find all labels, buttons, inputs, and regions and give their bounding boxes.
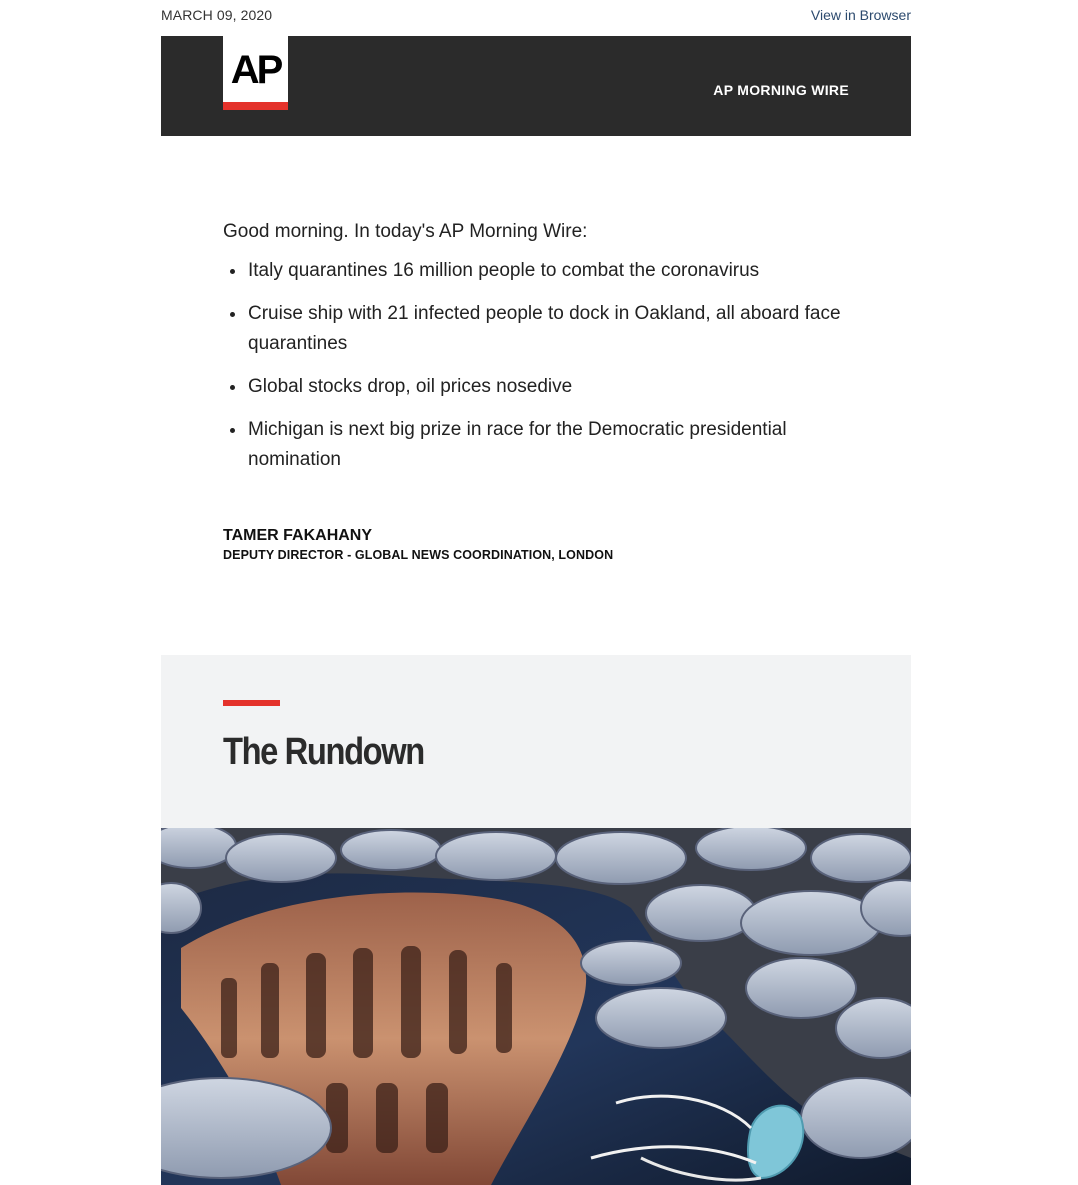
ap-logo-red-bar — [223, 102, 288, 110]
bullet-icon — [230, 312, 235, 317]
ap-logo-text: AP — [230, 48, 281, 92]
ap-logo[interactable] — [223, 36, 288, 110]
headline-text: Italy quarantines 16 million people to combat the coronavirus — [248, 260, 760, 281]
headline-text: Michigan is next big prize in race for the Democratic presidential nomination — [248, 419, 787, 470]
author-byline — [223, 527, 613, 565]
email-topbar — [161, 0, 911, 36]
headline-text: Global stocks drop, oil prices nosedive — [248, 376, 573, 397]
headline-item[interactable] — [248, 256, 843, 286]
section-accent-bar — [223, 700, 280, 706]
section-title: The Rundown — [223, 731, 424, 773]
rundown-lead-photo[interactable] — [161, 828, 911, 1185]
view-in-browser-link[interactable]: View in Browser — [810, 7, 911, 23]
headline-item[interactable] — [248, 372, 843, 402]
headline-text: Cruise ship with 21 infected people to dock in Oakland, all aboard face quarantines — [248, 303, 841, 354]
newsletter-title: AP MORNING WIRE — [713, 82, 849, 98]
author-title: DEPUTY DIRECTOR - GLOBAL NEWS COORDINATION, LONDON — [223, 548, 614, 562]
headline-list — [223, 256, 843, 475]
headline-item[interactable] — [248, 299, 843, 359]
author-name: TAMER FAKAHANY — [223, 527, 373, 544]
bullet-icon — [230, 269, 235, 274]
newsletter-header — [161, 36, 911, 136]
headline-item[interactable] — [248, 415, 843, 475]
bullet-icon — [230, 385, 235, 390]
greeting-text: Good morning. In today's AP Morning Wire: — [223, 221, 588, 242]
bullet-icon — [230, 428, 235, 433]
intro-section — [223, 220, 843, 488]
rundown-section-header — [161, 655, 911, 828]
photo-illustration — [161, 828, 911, 1185]
issue-date: MARCH 09, 2020 — [161, 7, 273, 23]
